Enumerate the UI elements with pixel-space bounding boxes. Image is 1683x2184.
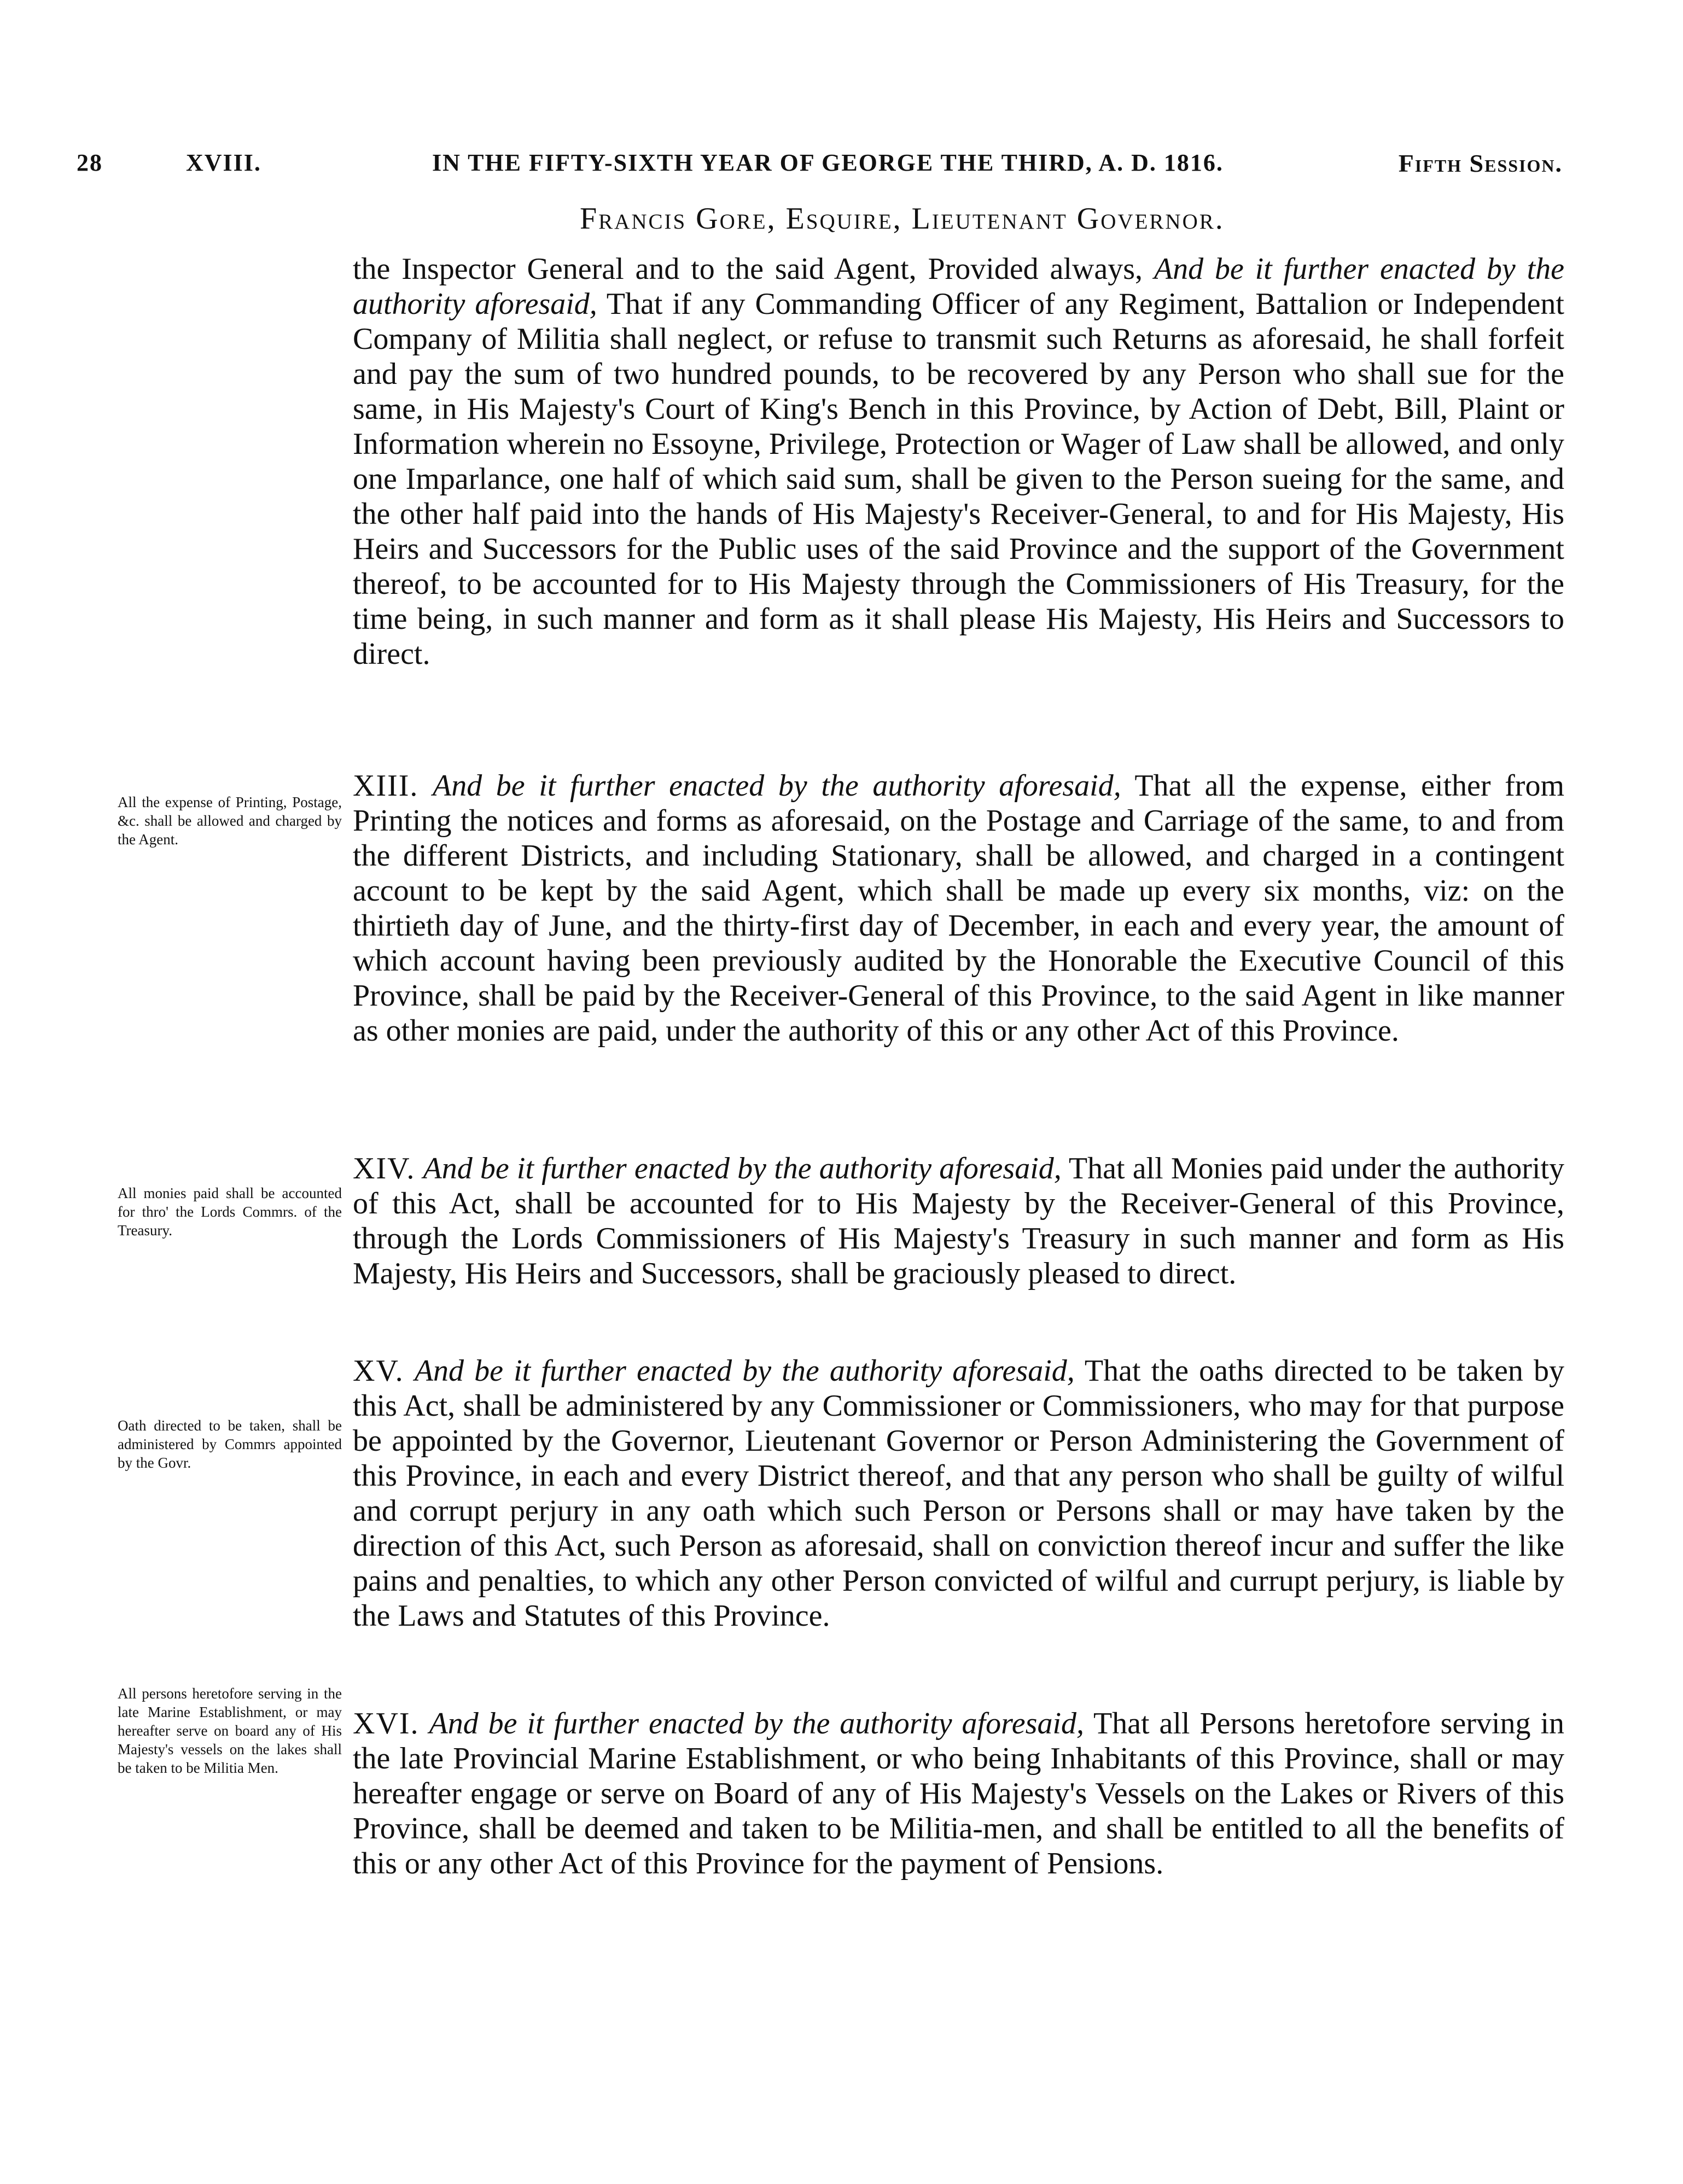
section-number: XV. — [353, 1354, 404, 1388]
section-xiii — [353, 768, 1564, 1048]
section-xv — [353, 1353, 1564, 1633]
section-text: That all Monies paid under the authority of this Act, shall be accounted for to His Majesty by the Receiver-General of this Province, through the Lords Commissioners of His Majesty's Treasury in such manner and form as His Majesty, His Heirs and Successors, shall be graciously pleased to direct. — [353, 1152, 1565, 1290]
running-header — [77, 143, 1563, 187]
paragraph-text: the Inspector General and to the said Agent, Provided always, — [353, 252, 1154, 286]
section-number: XIII. — [353, 769, 419, 803]
section-number: XIV. — [353, 1152, 416, 1186]
margin-note: All monies paid shall be accounted for thro' the Lords Commrs. of the Treasury. — [118, 1185, 342, 1239]
section-number: XVI. — [353, 1707, 420, 1741]
section-text: That all the expense, either from Printing the notices and forms as aforesaid, on the Postage and Carriage of the same, to and from the different Districts, and including Stationary, shall be allowed, and charged in a contingent account to be kept by the said Agent, which shall be made up every six months, viz: on the thirtieth day of June, and the thirty-first day of December, in each and every year, the amount of which account having been previously audited by the Honorable the Executive Council of this Province, shall be paid by the Receiver-General of this Province, to the said Agent in like manner as other monies are paid, under the authority of this or any other Act of this Province. — [353, 769, 1565, 1048]
section-xiv — [353, 1151, 1564, 1291]
enacting-clause: And be it further enacted by the authority aforesaid, — [433, 769, 1121, 803]
margin-note: Oath directed to be taken, shall be administered by Commrs appointed by the Govr. — [118, 1417, 342, 1471]
chapter-number: XVIII. — [186, 149, 261, 176]
section-text: That the oaths directed to be taken by this Act, shall be administered by any Commissioner or Commissioners, who may for that purpose be appointed by the Governor, Lieutenant Governor or Person Administering the Government of this Province, in each and every District thereof, and that any person who shall be guilty of wilful and corrupt perjury in any oath which such Person or Persons shall or may have taken by the direction of this Act, such Person as aforesaid, shall on conviction thereof incur and suffer the like pains and penalties, to which any other Person convicted of wilful and currupt perjury, is liable by the Laws and Statutes of this Province. — [353, 1354, 1565, 1633]
enacting-clause: And be it further enacted by the authority aforesaid, — [414, 1354, 1075, 1388]
enacting-clause: And be it further enacted by the authority aforesaid, — [429, 1707, 1085, 1741]
header-title: IN THE FIFTY-SIXTH YEAR OF GEORGE THE THIRD, A. D. 1816. — [432, 149, 1224, 176]
section-text: That all Persons heretofore serving in the late Provincial Marine Establishment, or who being Inhabitants of this Province, shall or may hereafter engage or serve on Board of any of His Majesty's Vessels on the Lakes or Rivers of this Province, shall be deemed and taken to be Militia-men, and shall be entitled to all the benefits of this or any other Act of this Province for the payment of Pensions. — [353, 1707, 1565, 1881]
margin-note: All the expense of Printing, Postage, &c. shall be allowed and charged by the Agent. — [118, 794, 342, 848]
continuation-paragraph — [353, 252, 1564, 671]
paragraph-text: That if any Commanding Officer of any Regiment, Battalion or Independent Company of Militia shall neglect, or refuse to transmit such Returns as aforesaid, he shall forfeit and pay the sum of two hundred pounds, to be recovered by any Person who shall sue for the same, in His Majesty's Court of King's Bench in this Province, by Action of Debt, Bill, Plaint or Information wherein no Essoyne, Privilege, Protection or Wager of Law shall be allowed, and only one Imparlance, one half of which said sum, shall be given to the Person sueing for the same, and the other half paid into the hands of His Majesty's Receiver-General, to and for His Majesty, His Heirs and Successors for the Public uses of the said Province and the support of the Government thereof, to be accounted for to His Majesty through the Commissioners of His Treasury, for the time being, in such manner and form as it shall please His Majesty, His Heirs and Successors to direct. — [353, 287, 1564, 671]
section-xvi — [353, 1706, 1564, 1881]
governor-line: Francis Gore, Esquire, Lieutenant Governor. — [580, 202, 1225, 236]
enacting-clause: And be it further enacted by the authority aforesaid, — [353, 252, 1565, 321]
enacting-clause: And be it further enacted by the authority aforesaid, — [423, 1152, 1062, 1186]
page-number: 28 — [77, 149, 103, 176]
margin-note: All persons heretofore serving in the late Marine Establishment, or may hereafter serve on board any of His Majesty's vessels on the lakes shall be taken to be Militia Men. — [118, 1685, 342, 1776]
session-label: Fifth Session. — [1398, 149, 1563, 177]
